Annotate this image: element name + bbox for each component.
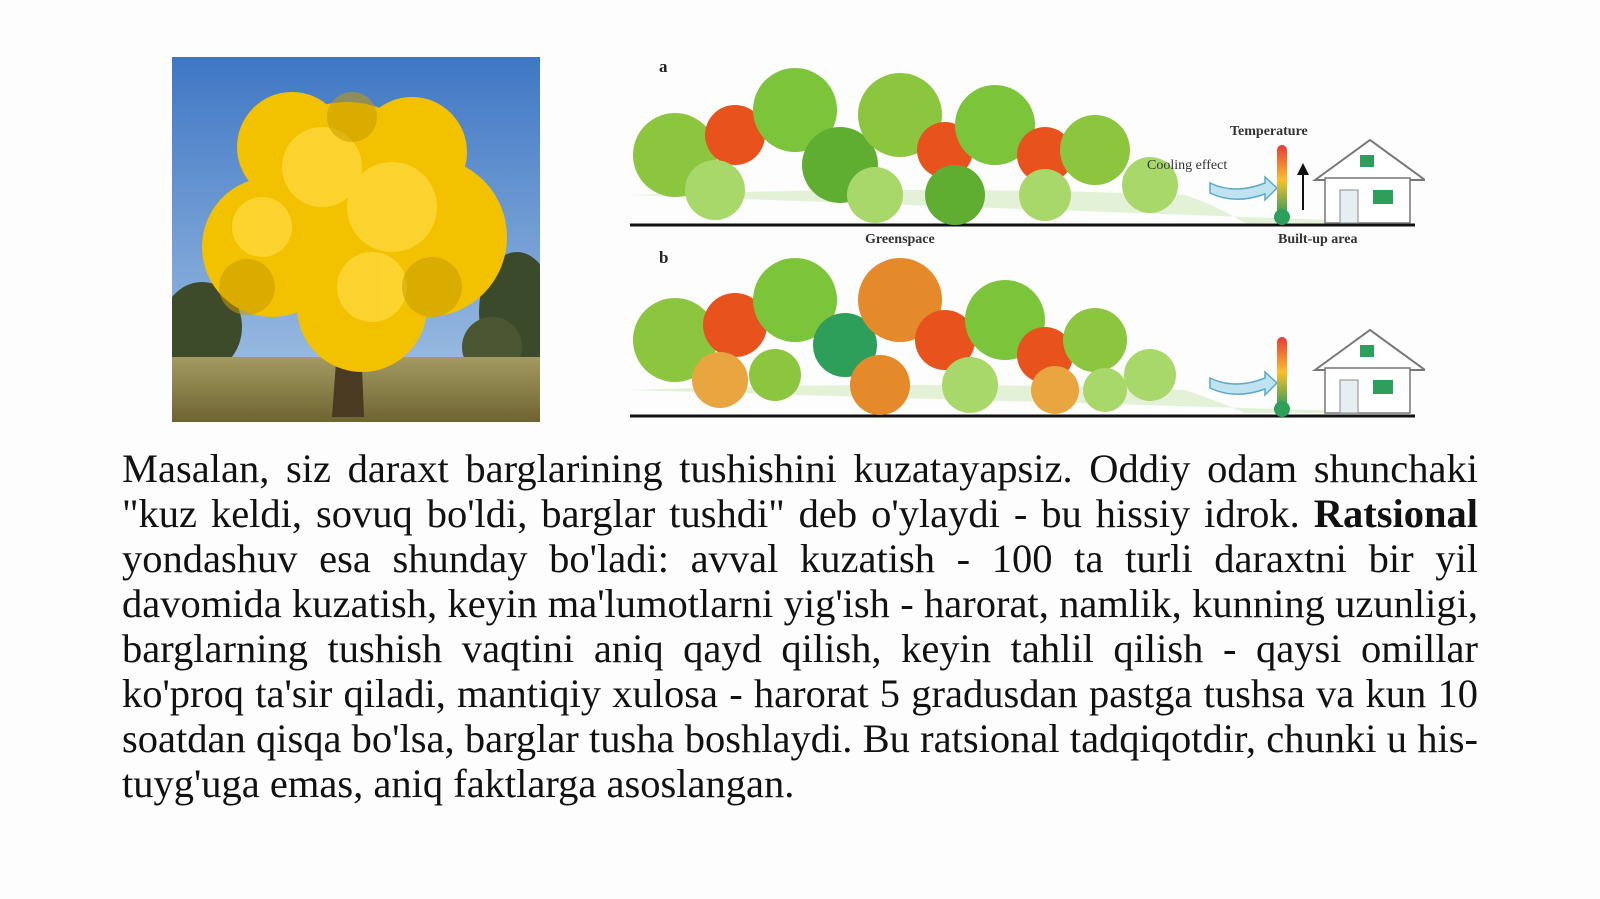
greenspace-diagram-svg — [625, 55, 1425, 425]
temperature-label: Temperature — [1230, 124, 1308, 139]
panel-a-label: a — [659, 57, 668, 76]
paragraph-part-2: yondashuv esa shunday bo'ladi: avval kuzatish - 100 ta turli daraxtni bir yil davomida kuzatish, keyin ma'lumotlarni yig'ish - harorat, namlik, kunning uzunligi, barglarning tushish vaqtini aniq qayd qilish, keyin tahlil qilish - qaysi omillar ko'proq ta'sir qiladi, mantiqiy xulosa - harorat 5 gradusdan pastga tushsa va kun 10 soatdan qisqa bo'lsa, barglar tusha boshlaydi. Bu ratsional tadqiqotdir, chunki u his-tuyg'uga emas, aniq faktlarga asoslangan. — [122, 536, 1478, 806]
cooling-arrow-a — [1210, 177, 1277, 200]
yellow-tree-illustration — [172, 57, 540, 422]
house-icon-b — [1315, 330, 1425, 413]
paragraph-bold-term: Ratsional — [1313, 491, 1478, 536]
greenspace-label: Greenspace — [865, 232, 935, 247]
paragraph-part-1: Masalan, siz daraxt barglarining tushishini kuzatayapsiz. Oddiy odam shunchaki "kuz keldi, sovuq bo'ldi, barglar tushdi" deb o'ylaydi - bu hissiy idrok. — [122, 446, 1478, 536]
greenspace-cooling-diagram — [625, 55, 1425, 425]
builtup-area-label: Built-up area — [1278, 232, 1358, 247]
thermometer-a — [1277, 145, 1287, 215]
panel-b-trees — [633, 258, 1176, 415]
house-icon — [1315, 140, 1425, 223]
thermometer-b — [1277, 337, 1287, 407]
cooling-arrow-b — [1210, 372, 1277, 395]
yellow-tree-photo — [172, 57, 540, 422]
cooling-effect-label: Cooling effect — [1147, 158, 1228, 173]
panel-b-label: b — [659, 248, 669, 267]
body-paragraph — [122, 446, 1478, 806]
